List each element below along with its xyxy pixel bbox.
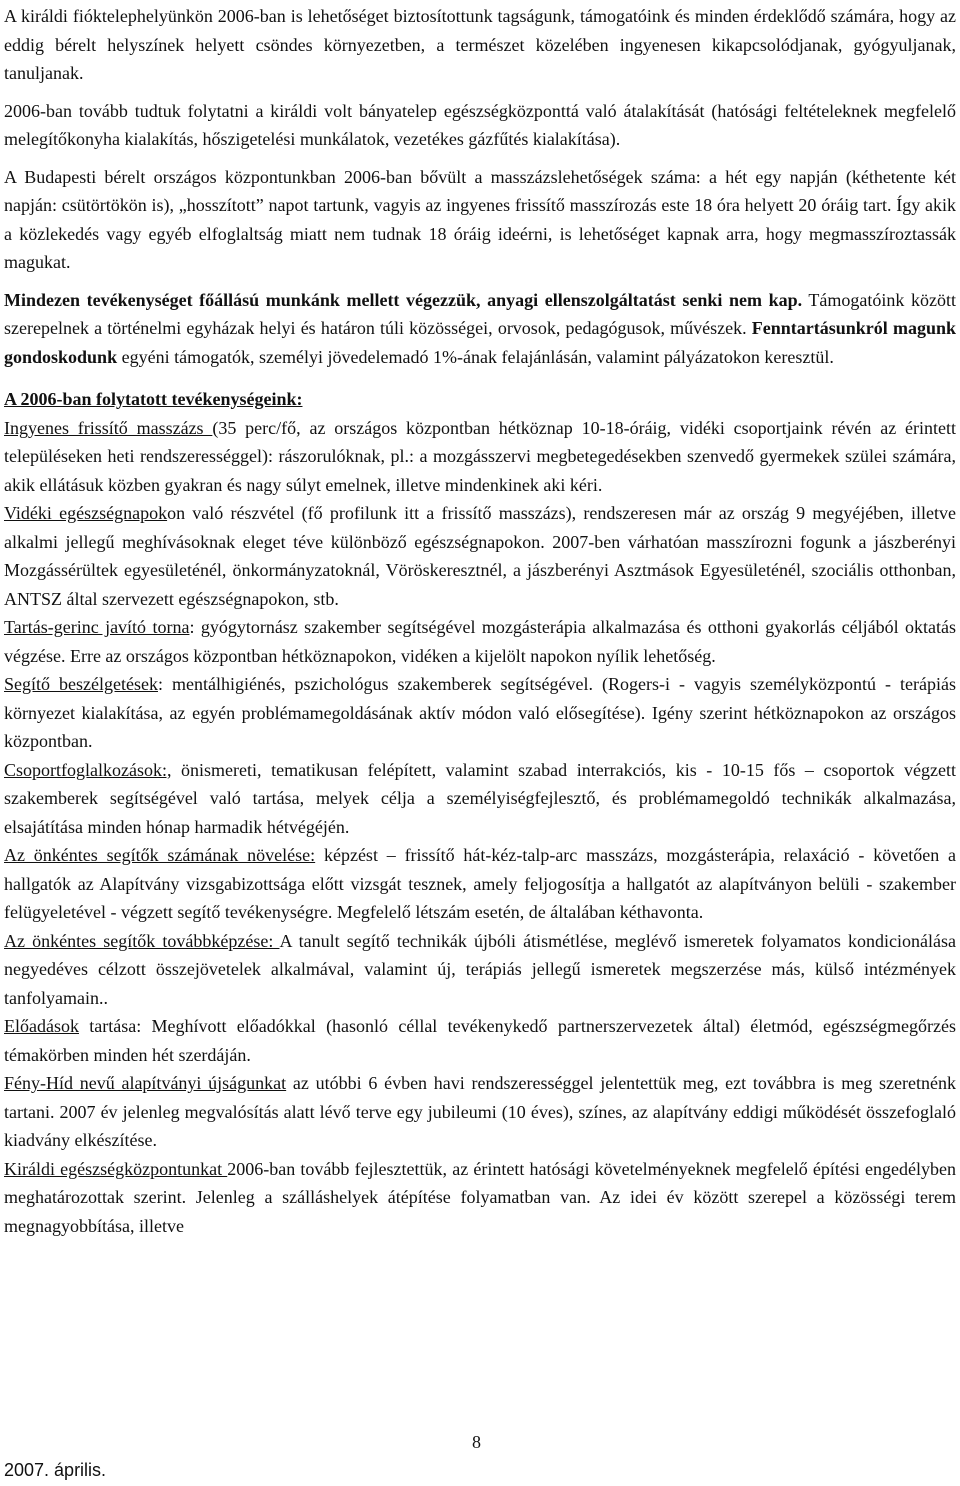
- activity-item-volunteer-growth: [4, 841, 956, 927]
- activity-title: Az önkéntes segítők továbbképzése:: [4, 930, 280, 951]
- activity-item-newsletter: [4, 1069, 956, 1155]
- activity-text: az utóbbi 6 évben havi rendszerességgel jelentettük meg, ezt továbbra is meg szeretnénk tartani. 2007 év jelenleg megvalósítás alatt lévő terve egy jubileumi (10 éves), színes, az alapítvány eddigi működését összefoglaló kiadvány elkészítése.: [4, 1073, 956, 1150]
- activity-item-counselling: [4, 670, 956, 756]
- activity-title: Az önkéntes segítők számának növelése:: [4, 845, 316, 865]
- footer-date: 2007. április.: [4, 1460, 107, 1480]
- page-number: 8: [472, 1432, 481, 1452]
- activity-text: : mentálhigiénés, pszichológus szakemberek segítségével. (Rogers-i - vagyis személyközpontú - terápiás környezet kialakítása, az egyén problémamegoldásának aktív módon való elősegítése). Igény szerint hétköznapokon az országos központban.: [4, 674, 957, 751]
- activity-item-group-sessions: [4, 756, 956, 842]
- activity-item-massage: [4, 414, 956, 500]
- activity-text: : gyógytornász szakember segítségével mozgásterápia alkalmazása és otthoni gyakorlás céljából oktatás végzése. Erre az országos központban hétköznapokon, vidéken a kijelölt napokon nyílik lehetőség.: [4, 617, 956, 666]
- activity-title: Királdi egészségközpontunkat: [4, 1158, 228, 1179]
- activity-title: Előadások: [4, 1016, 79, 1036]
- activity-text: 2006-ban tovább fejlesztettük, az érintett hatósági követelményeknek megfelelő építési engedélyben meghatározottak szerint. Jelenleg a szálláshelyek átépítése folyamatban van. Az idei év között szerepel a közösségi terem megnagyobbítása, illetve: [4, 1158, 956, 1236]
- activity-title: Fény-Híd nevű alapítványi újságunkat: [4, 1073, 287, 1093]
- paragraph-budapest-center: A Budapesti bérelt országos központunkban 2006-ban bővült a masszázslehetőségek száma: a hét egy napján (kéthetente két napján: csütörtökön is), „hosszított” napot tartunk, vagyis az ingyenes frissítő masszírozás este 18 óra helyett 20 óráig tart. Így akik a közlekedés vagy egyéb elfoglaltság miatt nem tudnak 18 óráig ideérni, is lehetőséget kapnak arra, hogy megmasszíroztassák magukat.: [4, 166, 956, 272]
- paragraph-kiraldi-intro: A királdi fióktelephelyünkön 2006-ban is lehetőséget biztosítottunk tagságunk, támogatóink és minden érdeklődő számára, hogy az eddig bérelt helyszínek helyett csöndes környezetben, a természet közelében ingyenesen kikapcsolódjanak, gyógyuljanak, tanuljanak.: [4, 6, 956, 83]
- paragraph-funding: [4, 286, 956, 372]
- activity-title: Segítő beszélgetések: [4, 674, 158, 694]
- funding-bold-self-support: Fenntartásunkról magunk gondoskodunk: [4, 318, 956, 367]
- activity-item-health-days: [4, 499, 956, 613]
- activity-text: on való részvétel (fő profilunk itt a frissítő masszázs), rendszeresen már az ország 9 megyéjében, illetve alkalmi jellegű meghívásoknak eleget téve különböző egészségnapokon. 2007-ben várhatóan masszírozni fogunk a jászberényi Mozgássérültek egyesületénél, önkormányzatoknál, Vöröskeresztnél, a jászberényi Asztmások Egyesületénél, szociális otthonban, ANTSZ által szervezett egészségnapokon, stb.: [4, 503, 956, 609]
- activities-heading: A 2006-ban folytatott tevékenységeink:: [4, 389, 303, 409]
- activity-text: önismereti, tematikusan felépített, valamint szabad interrakciós, kis - 10-15 fős – csoportok végzett szakemberek segítségével való tartása, melyek célja a személyiségfejlesztő, és problémamegoldó technikák alkalmazása, elsajátítása minden hónap harmadik hétvégéjén.: [4, 759, 956, 837]
- funding-sources-text: egyéni támogatók, személyi jövedelemadó 1%-ának felajánlásán, valamint pályázatokon keresztül.: [117, 346, 834, 367]
- activity-item-health-center: [4, 1155, 956, 1241]
- activity-title: Tartás-gerinc javító torna: [4, 617, 190, 637]
- paragraph-kiraldi-development: 2006-ban tovább tudtuk folytatni a királdi volt bányatelep egészségközponttá való átalakítását (hatósági feltételeknek megfelelő melegítőkonyha kialakítás, hőszigetelési munkálatok, vezetékes gázfűtés kialakítása).: [4, 100, 956, 149]
- funding-supporters-text: Támogatóink között szerepelnek a történelmi egyházak helyi és határon túli közösségei, orvosok, pedagógusok, művészek.: [4, 289, 956, 338]
- activity-title: Csoportfoglalkozások:,: [4, 759, 172, 780]
- activity-title: Ingyenes frissítő masszázs: [4, 417, 213, 438]
- activity-item-volunteer-training: [4, 927, 956, 1013]
- document-page: [4, 2, 956, 1240]
- activity-text: tartása: Meghívott előadókkal (hasonló céllal tevékenykedő partnerszervezetek által) életmód, egészségmegőrzés témakörben minden hét szerdáján.: [4, 1016, 956, 1065]
- activity-text: képzést – frissítő hát-kéz-talp-arc masszázs, mozgásterápia, relaxáció - követően a hallgatók az Alapítvány vizsgabizottsága előtt vizsgát tesznek, amely feljogosítja a hallgatót az alapítványon belüli - szakember felügyeletével - végzett segítő tevékenységre. Megfelelő létszám esetén, de általában kéthavonta.: [4, 845, 956, 922]
- funding-bold-statement: Mindezen tevékenységet főállású munkánk mellett végezzük, anyagi ellenszolgáltatást senki nem kap.: [4, 289, 803, 310]
- activity-text: A tanult segítő technikák újbóli átismétlése, meglévő ismeretek folyamatos kondicionálása negyedéves célzott összejövetelek alkalmával, valamint új, terápiás jellegű ismeretek megszerzése más, külső intézmények tanfolyamain..: [4, 930, 956, 1008]
- activity-title: Vidéki egészségnapok: [4, 503, 168, 523]
- activity-item-lectures: [4, 1012, 956, 1069]
- activity-text: (35 perc/fő, az országos központban hétköznap 10-18-óráig, vidéki csoportjaink révén az érintett településeken heti rendszerességgel): rászorulóknak, pl.: a mozgásszervi megbetegedésekben szenvedő gyermekek szülei számára, akik ellátásuk közben gyakran és nagy súlyt emelnek, illetve mindenkinek aki kéri.: [4, 417, 956, 495]
- activity-item-posture-gym: [4, 613, 956, 670]
